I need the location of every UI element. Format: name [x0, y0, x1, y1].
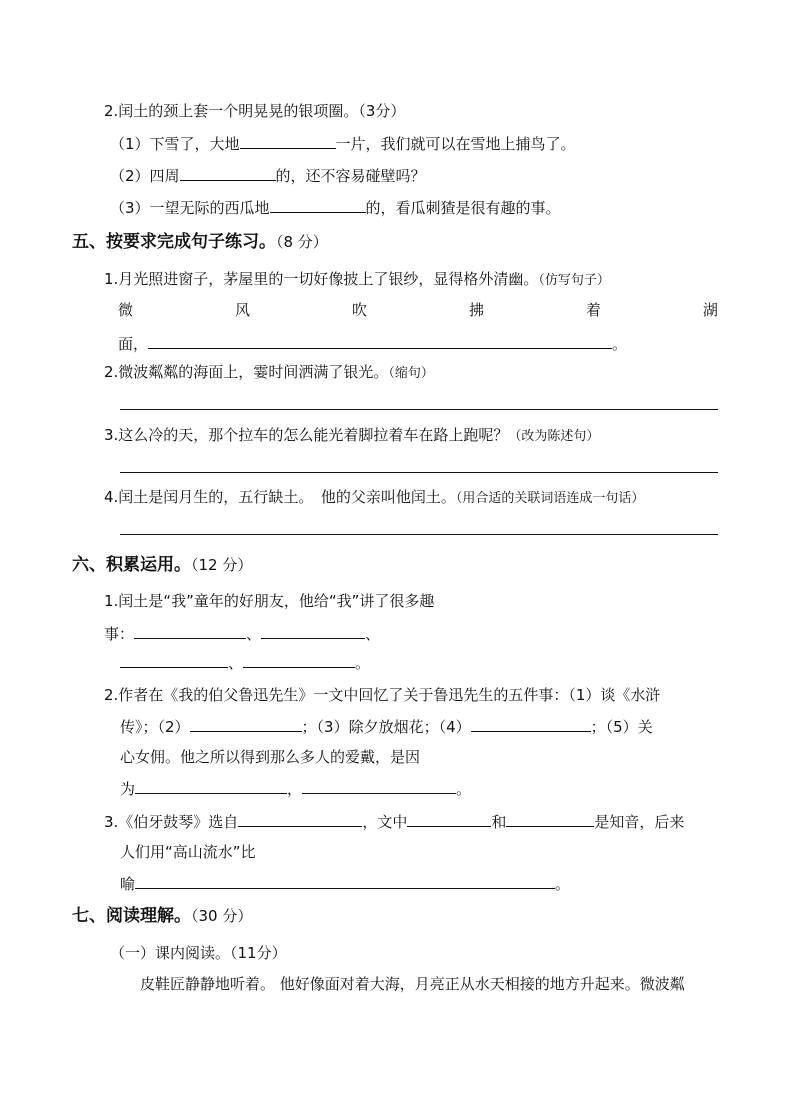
q6-item3-part-a: 3.《伯牙鼓琴》选自 [104, 813, 239, 831]
section-heading-text: 七、阅读理解。 [72, 906, 191, 926]
q6-item2-part-c: ；（5）关 [590, 718, 653, 736]
q6-item2-prefix: 为 [120, 780, 136, 798]
q5-item1-spread-line [118, 300, 718, 320]
q4-item2-a [110, 133, 576, 154]
q5-item1-note: （仿写句子） [538, 273, 610, 288]
fill-blank[interactable] [135, 873, 555, 889]
q5-item1 [104, 269, 610, 291]
q6-item1-line3 [120, 652, 370, 673]
period: 。 [456, 780, 472, 798]
q5-item3-text: 3.这么冷的天，那个拉车的怎么能光着脚拉着车在路上跑呢？ [104, 426, 509, 444]
section-heading [72, 231, 328, 253]
section-heading [72, 554, 252, 576]
spread-char: 微 [118, 301, 134, 319]
q6-item3-line2: 人们用“高山流水”比 [120, 843, 256, 861]
q6-item3-part-b: ，文中 [362, 813, 408, 831]
q6-item1-prefix: 事： [104, 625, 135, 643]
q4-item2-b-post: 的，还不容易碰壁吗？ [275, 167, 426, 185]
fill-blank[interactable] [238, 811, 362, 827]
q5-item2-text: 2.微波粼粼的海面上，霎时间洒满了银光。 [104, 363, 389, 381]
q6-item1-line2 [104, 623, 380, 644]
fill-blank[interactable] [120, 652, 228, 668]
q5-item2-note: （缩句） [388, 366, 434, 381]
spread-char: 拂 [468, 301, 484, 319]
q4-item2-a-pre: （1）下雪了，大地 [110, 135, 240, 153]
section-heading-text: 六、积累运用。 [72, 555, 191, 575]
q5-item2 [104, 362, 434, 384]
fill-blank[interactable] [190, 716, 302, 732]
q4-item2-c-pre: （3）一望无际的西瓜地 [110, 199, 270, 217]
q6-item2-line4 [120, 778, 471, 799]
fill-blank[interactable] [471, 716, 591, 732]
q5-item3-note: （改为陈述句） [508, 429, 600, 444]
q5-item4 [104, 487, 644, 509]
fill-blank[interactable] [180, 165, 276, 181]
fill-blank[interactable] [240, 133, 336, 149]
comma: ， [287, 780, 303, 798]
q4-item2-b [110, 165, 426, 186]
spread-char: 风 [234, 301, 250, 319]
q5-item1-line2-pre: 面， [118, 335, 149, 353]
q6-item2-part-b: ；（3）除夕放烟花；（4） [301, 718, 471, 736]
q5-item4-note: （用合适的关联词语连成一句话） [455, 491, 645, 506]
fill-blank[interactable] [302, 778, 456, 794]
section-heading [72, 905, 252, 927]
q7-subheading: （一）课内阅读。（11分） [110, 944, 287, 962]
q6-item2-part-a: 传》；（2） [120, 718, 190, 736]
q5-item1-line2-post: 。 [612, 335, 628, 353]
answer-line[interactable] [120, 534, 718, 535]
period: 。 [555, 875, 571, 893]
q6-item1-line1: 1.闰土是“我”童年的好朋友，他给“我”讲了很多趣 [104, 592, 435, 610]
answer-blank[interactable] [148, 333, 612, 349]
separator: 、 [365, 625, 381, 643]
q5-item3 [104, 425, 599, 447]
section-score: （12 分） [191, 556, 253, 574]
fill-blank[interactable] [134, 623, 246, 639]
q6-item3-prefix: 喻 [120, 875, 136, 893]
section-score: （8 分） [276, 233, 328, 251]
q6-item2-line3: 心女佣。他之所以得到那么多人的爱戴，是因 [120, 748, 421, 766]
q6-item3-line3 [120, 873, 570, 894]
fill-blank[interactable] [135, 778, 287, 794]
q5-item1-text: 1.月光照进窗子，茅屋里的一切好像披上了银纱，显得格外清幽。 [104, 270, 539, 288]
q4-item2-c [110, 197, 561, 218]
fill-blank[interactable] [506, 811, 594, 827]
fill-blank[interactable] [407, 811, 491, 827]
fill-blank[interactable] [261, 623, 365, 639]
section-heading-text: 五、按要求完成句子练习。 [72, 232, 276, 252]
q4-item2-a-post: 一片，我们就可以在雪地上捕鸟了。 [335, 135, 576, 153]
spread-char: 吹 [351, 301, 367, 319]
answer-line[interactable] [120, 472, 718, 473]
q6-item2-line1: 2.作者在《我的伯父鲁迅先生》一文中回忆了关于鲁迅先生的五件事：（1）谈《水浒 [104, 686, 661, 704]
q6-item3-part-c: 和 [491, 813, 507, 831]
section-score: （30 分） [191, 907, 253, 925]
q4-item2-c-post: 的，看瓜刺猹是很有趣的事。 [365, 199, 561, 217]
q6-item3-part-d: 是知音，后来 [594, 813, 685, 831]
q7-passage-line1: 皮鞋匠静静地听着。 他好像面对着大海，月亮正从水天相接的地方升起来。微波粼 [140, 975, 685, 993]
q4-item2-stem: 2.闰土的颈上套一个明晃晃的银项圈。（3分） [104, 102, 406, 120]
q4-item2-b-pre: （2）四周 [110, 167, 180, 185]
fill-blank[interactable] [243, 652, 355, 668]
spread-char: 着 [585, 301, 601, 319]
separator: 、 [228, 654, 244, 672]
q5-item4-text: 4.闰土是闰月生的，五行缺土。 他的父亲叫他闰土。 [104, 488, 456, 506]
period: 。 [355, 654, 371, 672]
q6-item2-line2 [120, 716, 653, 737]
answer-line[interactable] [120, 409, 718, 410]
q5-item1-line2 [118, 333, 627, 354]
fill-blank[interactable] [270, 197, 366, 213]
spread-char: 湖 [702, 301, 718, 319]
q6-item3-line1 [104, 811, 684, 832]
separator: 、 [246, 625, 262, 643]
